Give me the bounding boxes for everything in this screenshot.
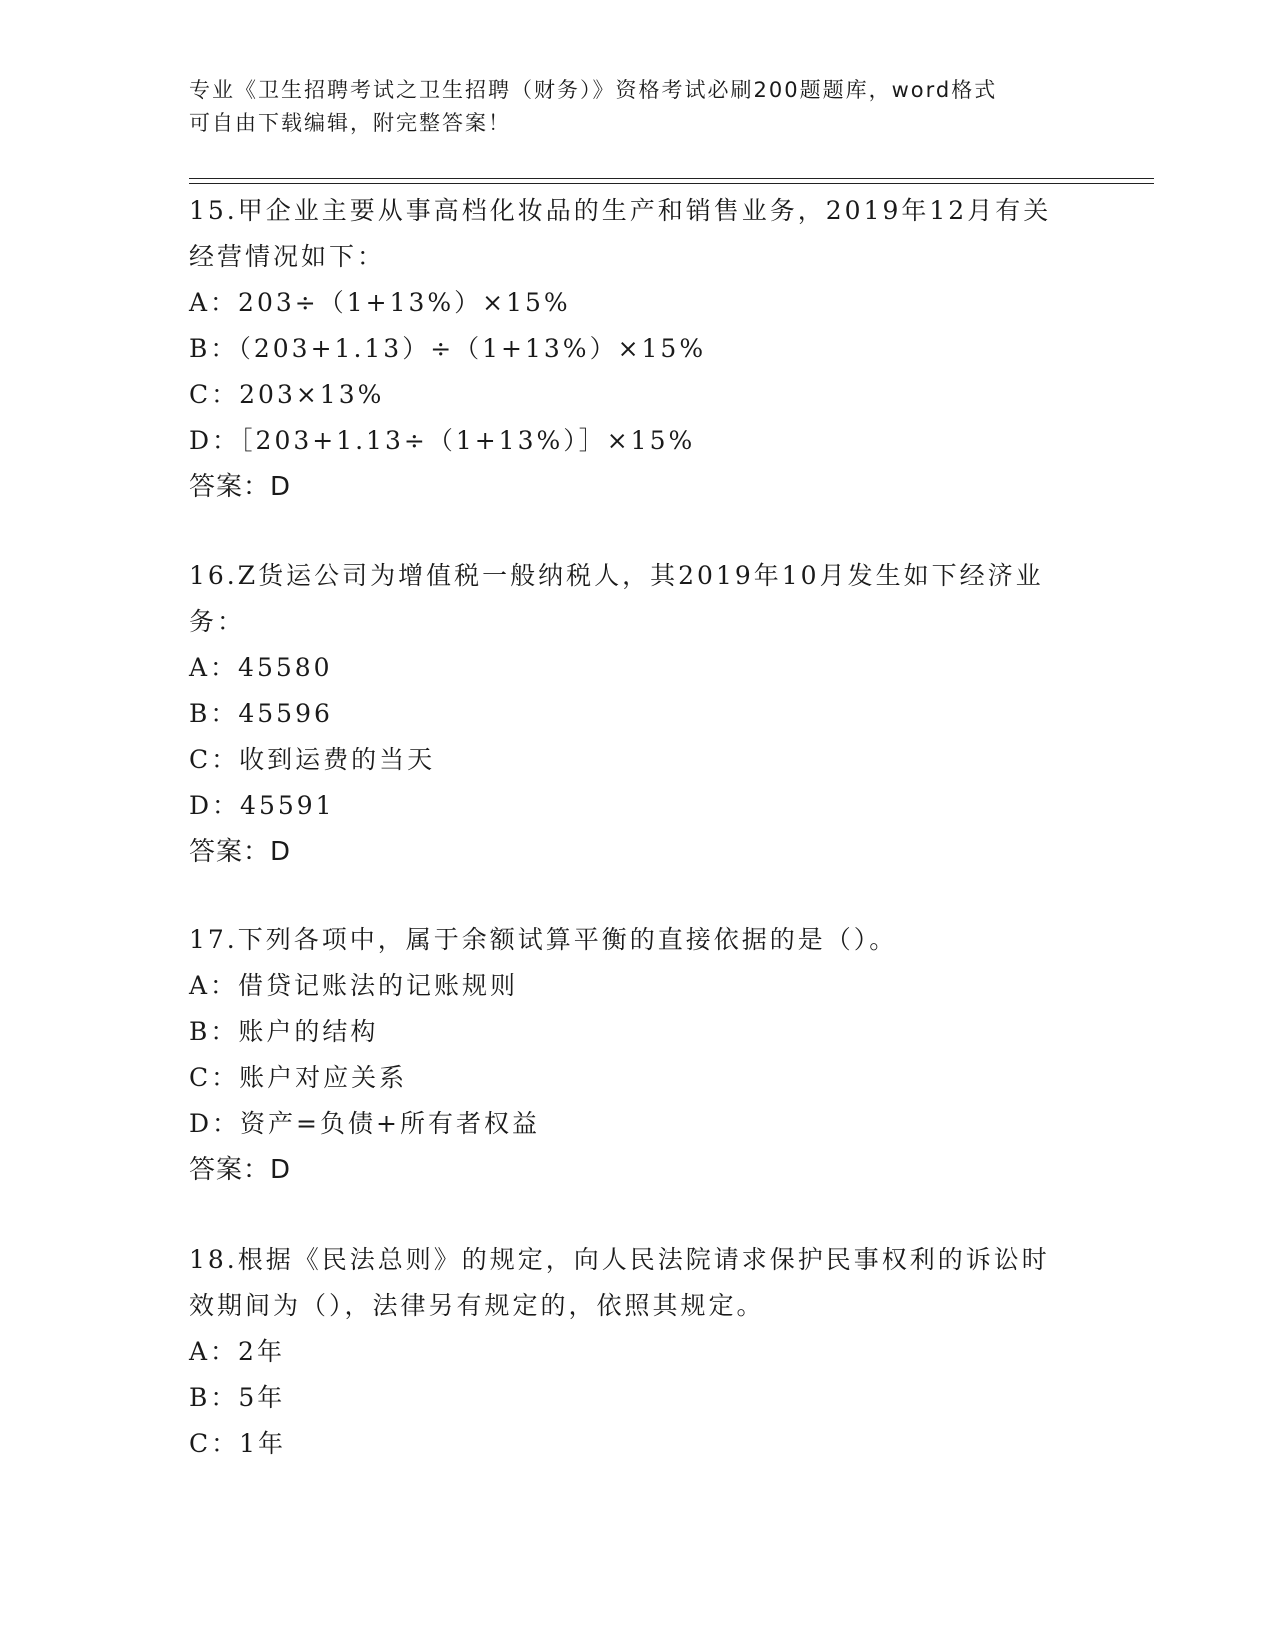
option-d: D：45591 bbox=[189, 791, 335, 820]
header-line-1: 专业《卫生招聘考试之卫生招聘（财务）》资格考试必刷200题题库，word格式 bbox=[189, 78, 998, 102]
header-line-2: 可自由下载编辑，附完整答案！ bbox=[189, 111, 511, 135]
option-c: C：203×13% bbox=[189, 380, 385, 409]
option-b: B：（203+1.13）÷（1+13%）×15% bbox=[189, 334, 707, 363]
question-16 bbox=[189, 553, 1089, 875]
question-stem: 效期间为（），法律另有规定的，依照其规定。 bbox=[189, 1291, 765, 1320]
option-d: D：资产=负债+所有者权益 bbox=[189, 1109, 540, 1138]
question-stem: 16.Z货运公司为增值税一般纳税人，其2019年10月发生如下经济业 bbox=[189, 561, 1044, 590]
question-17 bbox=[189, 917, 1089, 1193]
option-a: A：2年 bbox=[189, 1337, 285, 1366]
question-stem: 18.根据《民法总则》的规定，向人民法院请求保护民事权利的诉讼时 bbox=[189, 1245, 1050, 1274]
answer-label: 答案：D bbox=[189, 1155, 292, 1185]
option-b: B：45596 bbox=[189, 699, 333, 728]
option-a: A：203÷（1+13%）×15% bbox=[189, 288, 571, 317]
question-18 bbox=[189, 1237, 1089, 1467]
question-15 bbox=[189, 188, 1089, 510]
question-stem: 17.下列各项中，属于余额试算平衡的直接依据的是（）。 bbox=[189, 925, 898, 954]
option-b: B：5年 bbox=[189, 1383, 286, 1412]
option-c: C：账户对应关系 bbox=[189, 1063, 408, 1092]
question-stem: 经营情况如下： bbox=[189, 242, 386, 271]
option-c: C：收到运费的当天 bbox=[189, 745, 436, 774]
question-stem: 15.甲企业主要从事高档化妆品的生产和销售业务，2019年12月有关 bbox=[189, 196, 1052, 225]
answer-label: 答案：D bbox=[189, 472, 292, 502]
header-divider-bottom bbox=[189, 183, 1154, 184]
option-a: A：45580 bbox=[189, 653, 333, 682]
question-stem: 务： bbox=[189, 607, 246, 636]
option-b: B：账户的结构 bbox=[189, 1017, 379, 1046]
document-header bbox=[189, 74, 1089, 140]
header-divider-top bbox=[189, 178, 1154, 179]
option-d: D：［203+1.13÷（1+13%）］×15% bbox=[189, 426, 696, 455]
answer-label: 答案：D bbox=[189, 837, 292, 867]
option-c: C：1年 bbox=[189, 1429, 287, 1458]
option-a: A：借贷记账法的记账规则 bbox=[189, 971, 519, 1000]
